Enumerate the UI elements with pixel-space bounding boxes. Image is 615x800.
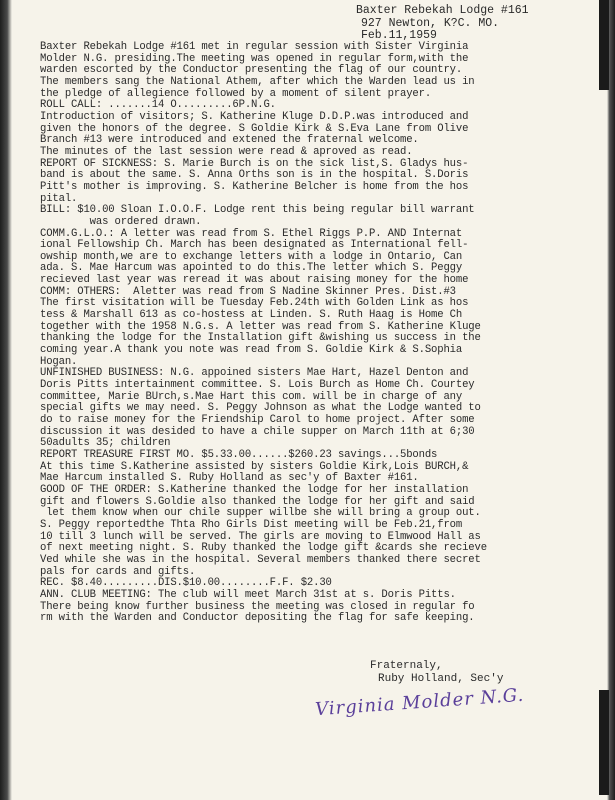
text-line: together with the 1958 N.G.s. A letter was read from S. Katherine Kluge [40, 320, 481, 333]
text-line: gift and flowers S.Goldie also thanked the lodge for her gift and said [40, 495, 475, 508]
text-line: Branch #13 were introduced and extened the fraternal welcome. [40, 134, 419, 147]
text-line: pals for cards and gifts. [40, 565, 196, 578]
text-line: The minutes of the last session were read & aproved as read. [40, 145, 413, 158]
text-line: The first visitation will be Tuesday Feb.24th with Golden Link as hos [40, 297, 469, 310]
text-line: rm with the Warden and Conductor depositing the flag for safe keeping. [40, 612, 475, 625]
text-line: Ved while she was in the hospital. Several members thanked there secret [40, 553, 481, 566]
text-line: committee, Marie BUrch,s.Mae Hart this com. will be in charge of any [40, 390, 463, 403]
text-line: REPORT OF SICKNESS: S. Marie Burch is on the sick list,S. Gladys hus- [40, 157, 469, 170]
letterhead [356, 5, 529, 43]
scan-edge-left [0, 0, 12, 800]
text-line: special gifts we may need. S. Peggy Johnson as what the Lodge wanted to [40, 402, 481, 415]
text-line: the pledge of allegience followed by a moment of silent prayer. [40, 87, 432, 100]
minutes-body [40, 42, 610, 625]
closing-salutation: Fraternaly, [370, 660, 443, 672]
text-line: Mae Harcum installed S. Ruby Holland as sec'y of Baxter #161. [40, 472, 419, 485]
text-line: There being know further business the meeting was closed in regular fo [40, 600, 475, 613]
text-line: thanking the lodge for the Installation gift &wishing us success in the [40, 332, 481, 345]
text-line: let them know when our chile supper willbe she will bring a group out. [40, 507, 481, 520]
lodge-address: 927 Newton, K?C. MO. [361, 16, 500, 30]
text-line: Hogan. [40, 355, 78, 368]
text-line: discussion it was desided to have a chile supper on March 11th at 6;30 [40, 425, 475, 438]
text-line: BILL: $10.00 Sloan I.O.O.F. Lodge rent this being regular bill warrant [40, 204, 475, 217]
text-line: COMM.G.L.O.: A letter was read from S. Ethel Riggs P.P. AND Internat [40, 227, 463, 240]
text-line: 50adults 35; children [40, 437, 171, 450]
text-line: ada. S. Mae Harcum was apointed to do this.The letter which S. Peggy [40, 262, 463, 275]
text-line: S. Peggy reportedthe Thta Rho Girls Dist meeting will be Feb.21,from [40, 518, 463, 531]
text-line: pital. [40, 192, 78, 205]
text-line: band is about the same. S. Anna Orths son is in the hospital. S.Doris [40, 169, 469, 182]
text-line: At this time S.Katherine assisted by sisters Goldie Kirk,Lois BURCH,& [40, 460, 469, 473]
handwritten-signature: Virginia Molder N.G. [314, 684, 525, 721]
text-line: owship month,we are to exchange letters with a lodge in Ontario, Can [40, 250, 463, 263]
secretary-name: Ruby Holland, Sec'y [378, 672, 504, 685]
text-line: ANN. CLUB MEETING: The club will meet March 31st at s. Doris Pitts. [40, 588, 456, 601]
text-line: REC. $8.40.........DIS.$10.00........F.F. $2.30 [40, 577, 332, 590]
text-line: The members sang the National Athem, after which the Warden lead us in [40, 75, 475, 88]
text-line: tess & Marshall 613 as co-hostess at Linden. S. Ruth Haag is Home Ch [40, 309, 463, 322]
text-line: Introduction of visitors; S. Katherine Kluge D.D.P.was introduced and [40, 110, 469, 123]
lodge-name: Baxter Rebekah Lodge #161 [356, 4, 529, 17]
text-line: ional Fellowship Ch. March has been designated as International fell- [40, 239, 469, 252]
text-line: was ordered drawn. [40, 215, 202, 228]
closing-block [370, 660, 503, 685]
meeting-date: Feb.11,1959 [361, 29, 437, 42]
scan-mark-bottom [599, 690, 609, 795]
text-line: Baxter Rebekah Lodge #161 met in regular session with Sister Virginia [40, 41, 469, 53]
text-line: REPORT TREASURE FIRST MO. $5.33.00......$260.23 savings...5bonds [40, 448, 438, 461]
text-line: 10 till 3 lunch will be served. The girls are moving to Elmwood Hall as [40, 530, 481, 543]
text-line: do to raise money for the Friendship Carol to home project. After some [40, 414, 475, 426]
text-line: of next meeting night. S. Ruby thanked the lodge gift &cards she recieve [40, 542, 487, 555]
text-line: warden escorted by the Conductor presenting the flag of our country. [40, 64, 463, 77]
text-line: coming year.A thank you note was read from S. Goldie Kirk & S.Sophia [40, 344, 463, 357]
text-line: given the honors of the degree. S Goldie Kirk & S.Eva Lane from Olive [40, 122, 469, 135]
text-line: UNFINISHED BUSINESS: N.G. appoined sisters Mae Hart, Hazel Denton and [40, 367, 469, 380]
text-line: ROLL CALL: .......14 O.........6P.N.G. [40, 99, 276, 112]
text-line: Doris Pitts intertainment committee. S. Lois Burch as Home Ch. Courtey [40, 379, 475, 392]
text-line: Molder N.G. presiding.The meeting was opened in regular form,with the [40, 52, 469, 65]
text-line: Pitt's mother is improving. S. Katherine Belcher is home from the hos [40, 180, 469, 193]
text-line: COMM: OTHERS: Aletter was read from S Nadine Skinner Pres. Dist.#3 [40, 285, 456, 298]
text-line: GOOD OF THE ORDER: S.Katherine thanked the lodge for her installation [40, 483, 469, 496]
text-line: recieved last year was reread it was about raising money for the home [40, 274, 469, 287]
